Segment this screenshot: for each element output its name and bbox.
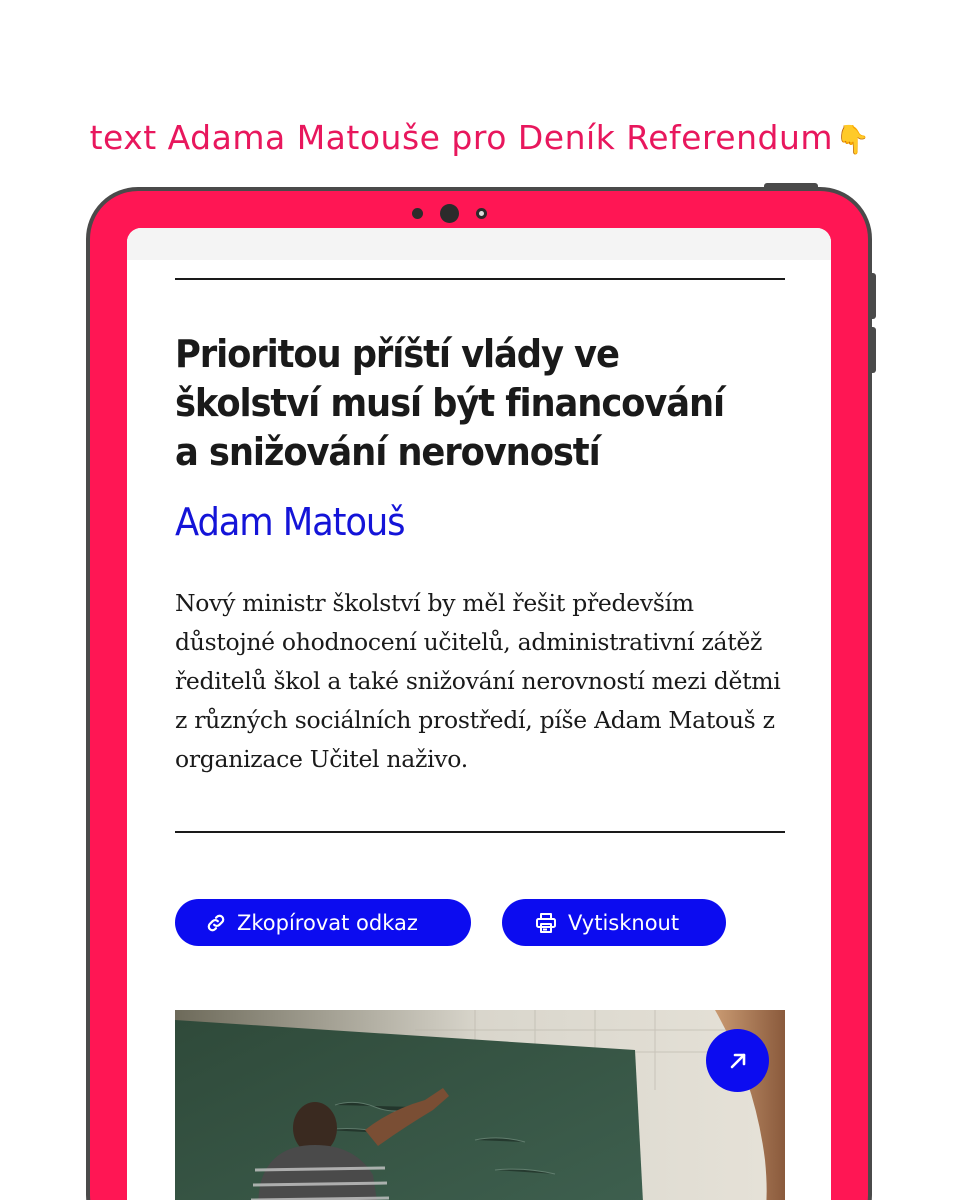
article-screen (127, 228, 831, 1200)
pointing-down-icon: 👇 (835, 123, 871, 156)
link-icon (205, 912, 227, 934)
article-title: Prioritou příští vlády ve školství musí být financování a snižování nerovností (175, 332, 725, 474)
open-image-button[interactable] (706, 1029, 769, 1092)
divider-middle (175, 831, 785, 833)
author-link[interactable]: Adam Matouš (175, 500, 405, 544)
print-button[interactable] (502, 899, 726, 946)
sensor-dot (412, 208, 423, 219)
tablet-frame (86, 187, 872, 1200)
divider-top (175, 278, 785, 280)
copy-link-label: Zkopírovat odkaz (237, 910, 418, 935)
sensor-dot (476, 208, 487, 219)
arrow-up-right-icon (726, 1049, 750, 1073)
copy-link-button[interactable] (175, 899, 471, 946)
caption-text: text Adama Matouše pro Deník Referendum (89, 118, 834, 157)
article-perex: Nový ministr školství by měl řešit především důstojné ohodnocení učitelů, administrativní zátěž ředitelů škol a také snižování nerovností mezi dětmi z různých sociálních prostředí, píše Adam Matouš z organizace Učitel naživo. (175, 589, 781, 773)
printer-icon (534, 911, 558, 935)
article-photo (175, 1010, 785, 1200)
camera-icon (440, 204, 459, 223)
caption (0, 118, 960, 157)
screen-top-bar (127, 228, 831, 260)
classroom-photo (175, 1010, 785, 1200)
print-label: Vytisknout (568, 910, 680, 935)
